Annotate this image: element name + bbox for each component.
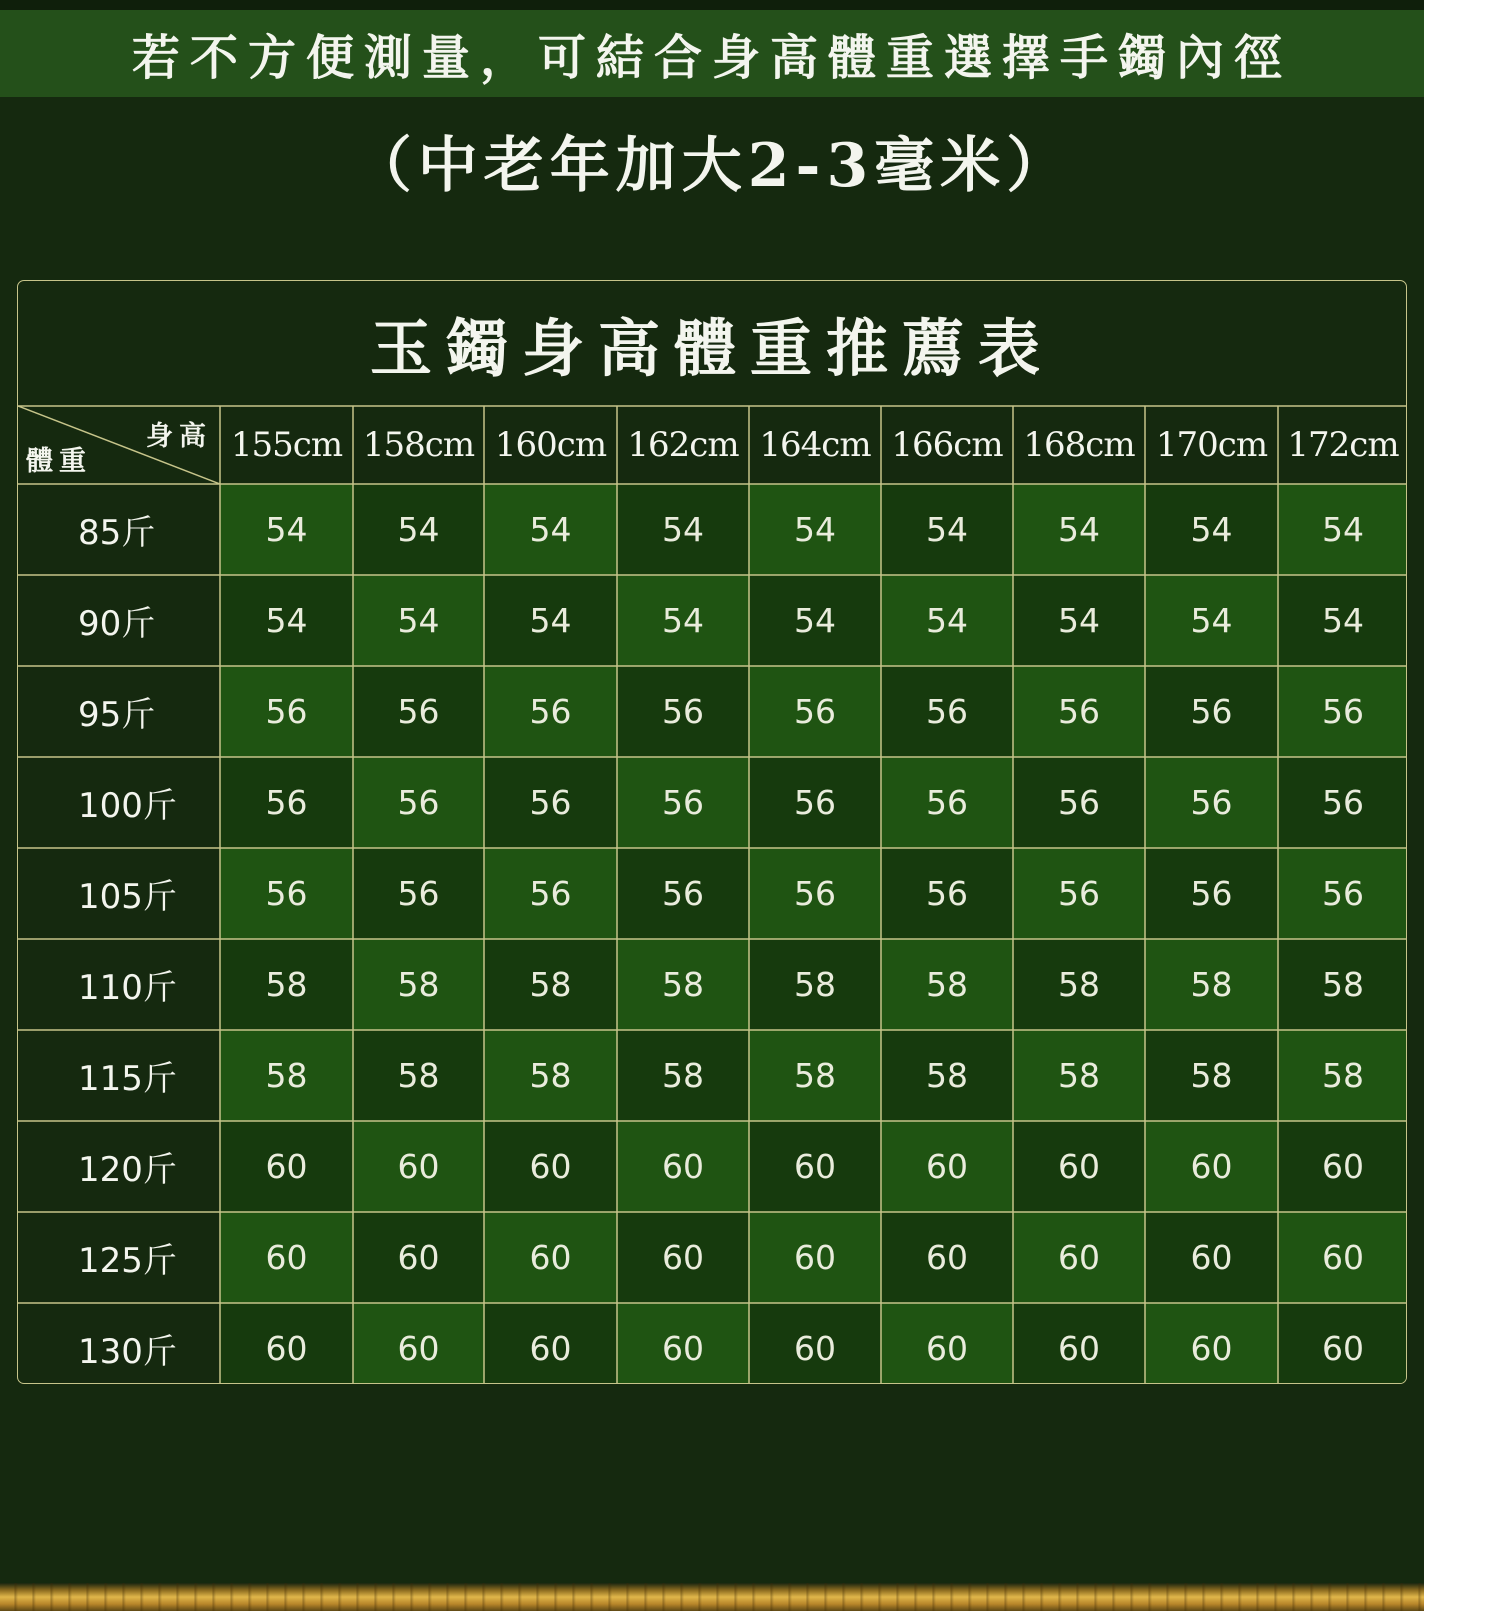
weight-label: 110斤 <box>78 968 177 1008</box>
corner-height-label: 身高 <box>146 421 212 452</box>
size-cell: 60 <box>484 1303 617 1384</box>
size-cell: 58 <box>881 1030 1013 1121</box>
size-cell: 60 <box>1278 1212 1407 1303</box>
size-cell: 54 <box>1013 484 1145 575</box>
size-cell: 58 <box>1145 939 1278 1030</box>
size-cell: 60 <box>353 1212 484 1303</box>
weight-label: 125斤 <box>78 1241 177 1281</box>
table-title: 玉鐲身高體重推薦表 <box>369 312 1054 385</box>
weight-label: 100斤 <box>78 786 177 826</box>
size-cell: 58 <box>881 939 1013 1030</box>
height-header: 162cm <box>627 425 739 465</box>
size-cell: 54 <box>484 575 617 666</box>
size-cell: 60 <box>1278 1303 1407 1384</box>
size-cell: 54 <box>220 484 353 575</box>
weight-label: 90斤 <box>78 604 156 644</box>
size-cell: 56 <box>749 848 881 939</box>
size-cell: 60 <box>1145 1212 1278 1303</box>
size-cell: 54 <box>617 575 749 666</box>
size-cell: 58 <box>749 1030 881 1121</box>
size-cell: 56 <box>1013 666 1145 757</box>
size-cell: 58 <box>1013 1030 1145 1121</box>
size-cell: 60 <box>617 1121 749 1212</box>
size-cell: 56 <box>220 848 353 939</box>
height-header: 164cm <box>759 425 871 465</box>
size-cell: 56 <box>1013 757 1145 848</box>
size-cell: 58 <box>617 939 749 1030</box>
size-cell: 56 <box>1278 666 1407 757</box>
size-cell: 58 <box>749 939 881 1030</box>
size-cell: 54 <box>1145 575 1278 666</box>
size-cell: 56 <box>617 666 749 757</box>
size-cell: 60 <box>484 1212 617 1303</box>
size-cell: 60 <box>881 1121 1013 1212</box>
size-cell: 60 <box>220 1303 353 1384</box>
banner-text: 若不方便測量，可結合身高體重選擇手鐲內徑 <box>131 30 1292 86</box>
gold-border-pattern <box>0 1583 1424 1611</box>
size-cell: 60 <box>749 1121 881 1212</box>
size-cell: 60 <box>1278 1121 1407 1212</box>
height-header: 170cm <box>1155 425 1268 465</box>
size-cell: 56 <box>881 848 1013 939</box>
size-table <box>17 280 1407 1384</box>
size-cell: 56 <box>1145 848 1278 939</box>
size-cell: 56 <box>1278 757 1407 848</box>
height-header: 160cm <box>494 425 607 465</box>
size-cell: 58 <box>220 1030 353 1121</box>
size-cell: 56 <box>617 848 749 939</box>
size-cell: 54 <box>881 484 1013 575</box>
height-header: 172cm <box>1287 425 1399 465</box>
size-cell: 58 <box>484 939 617 1030</box>
size-cell: 60 <box>353 1121 484 1212</box>
size-cell: 58 <box>1278 1030 1407 1121</box>
size-cell: 60 <box>1145 1121 1278 1212</box>
size-cell: 56 <box>353 848 484 939</box>
size-cell: 56 <box>1013 848 1145 939</box>
size-cell: 56 <box>353 757 484 848</box>
size-cell: 58 <box>484 1030 617 1121</box>
weight-label: 95斤 <box>78 695 156 735</box>
size-cell: 54 <box>353 575 484 666</box>
size-cell: 60 <box>484 1121 617 1212</box>
height-header: 155cm <box>230 425 343 465</box>
size-cell: 60 <box>1013 1121 1145 1212</box>
top-strip <box>0 0 1424 10</box>
size-cell: 60 <box>881 1303 1013 1384</box>
size-cell: 56 <box>1145 666 1278 757</box>
size-cell: 60 <box>881 1212 1013 1303</box>
size-cell: 56 <box>220 666 353 757</box>
size-cell: 54 <box>617 484 749 575</box>
size-cell: 54 <box>1278 484 1407 575</box>
weight-label: 85斤 <box>78 513 156 553</box>
weight-label: 120斤 <box>78 1150 177 1190</box>
size-cell: 56 <box>484 757 617 848</box>
size-cell: 60 <box>1013 1303 1145 1384</box>
size-cell: 54 <box>1145 484 1278 575</box>
size-cell: 54 <box>353 484 484 575</box>
size-cell: 54 <box>1013 575 1145 666</box>
size-cell: 60 <box>1013 1212 1145 1303</box>
size-cell: 58 <box>353 1030 484 1121</box>
size-cell: 54 <box>749 484 881 575</box>
size-cell: 58 <box>1278 939 1407 1030</box>
weight-label: 130斤 <box>78 1332 177 1372</box>
size-cell: 60 <box>220 1212 353 1303</box>
size-cell: 54 <box>220 575 353 666</box>
size-cell: 60 <box>749 1212 881 1303</box>
size-cell: 56 <box>220 757 353 848</box>
corner-weight-label: 體重 <box>26 446 92 477</box>
size-cell: 56 <box>881 666 1013 757</box>
banner <box>0 10 1424 97</box>
size-cell: 56 <box>881 757 1013 848</box>
size-cell: 58 <box>1145 1030 1278 1121</box>
height-header: 158cm <box>362 425 475 465</box>
size-cell: 60 <box>749 1303 881 1384</box>
size-cell: 56 <box>484 848 617 939</box>
size-cell: 54 <box>1278 575 1407 666</box>
size-cell: 56 <box>484 666 617 757</box>
height-header: 166cm <box>891 425 1003 465</box>
height-header: 168cm <box>1023 425 1135 465</box>
size-cell: 60 <box>617 1303 749 1384</box>
weight-label: 115斤 <box>78 1059 177 1099</box>
size-cell: 56 <box>749 757 881 848</box>
size-cell: 60 <box>220 1121 353 1212</box>
size-cell: 58 <box>1013 939 1145 1030</box>
size-cell: 54 <box>484 484 617 575</box>
size-cell: 58 <box>617 1030 749 1121</box>
size-cell: 56 <box>749 666 881 757</box>
size-cell: 60 <box>617 1212 749 1303</box>
table-corner-header <box>18 406 220 484</box>
size-cell: 56 <box>617 757 749 848</box>
size-cell: 60 <box>353 1303 484 1384</box>
size-cell: 58 <box>353 939 484 1030</box>
age-note: （中老年加大2-3毫米） <box>351 131 1073 201</box>
size-cell: 54 <box>749 575 881 666</box>
size-cell: 56 <box>1145 757 1278 848</box>
size-cell: 56 <box>353 666 484 757</box>
size-cell: 58 <box>220 939 353 1030</box>
weight-label: 105斤 <box>78 877 177 917</box>
size-cell: 60 <box>1145 1303 1278 1384</box>
size-cell: 56 <box>1278 848 1407 939</box>
size-cell: 54 <box>881 575 1013 666</box>
